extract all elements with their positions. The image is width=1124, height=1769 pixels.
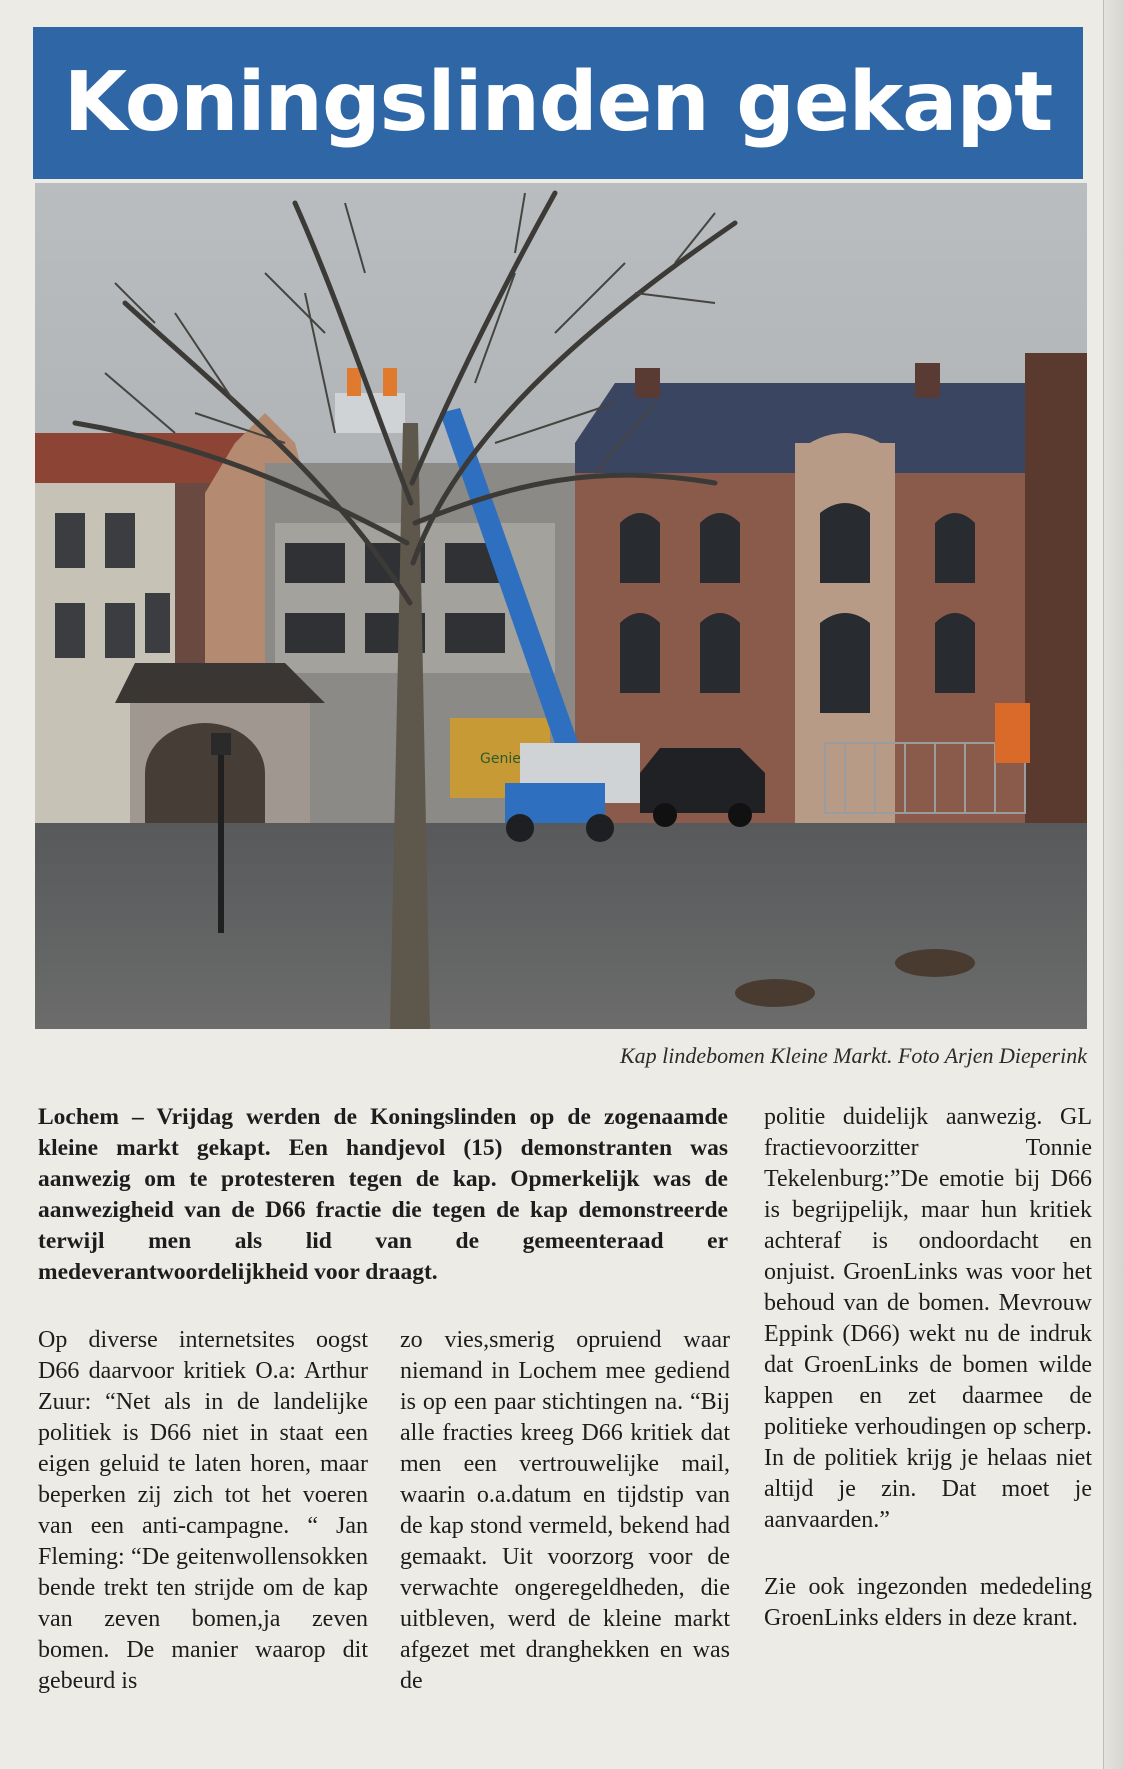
article-photo xyxy=(35,183,1087,1029)
body-column-3-text: politie duidelijk aanwezig. GL fractievoorzitter Tonnie Tekelenburg:”De emotie bij D66 is begrijpelijk, maar hun kritiek achteraf is ondoordacht en onjuist. GroenLinks was voor het behoud van de bomen. Mevrouw Eppink (D66) wekt nu de indruk dat GroenLinks de bomen wilde kappen en zet daarmee de politieke verhoudingen op scherp. In de politiek krijg je helaas niet altijd je zin. Dat moet je aanvaarden.” xyxy=(764,1104,1092,1533)
van-logo-text: Genie xyxy=(480,751,521,767)
photo-market-tree-felling xyxy=(35,183,1087,1029)
related-note: Zie ook ingezonden mededeling GroenLinks elders in deze krant. xyxy=(764,1574,1092,1631)
body-column-3 xyxy=(764,1102,1092,1634)
headline: Koningslinden gekapt xyxy=(63,55,1053,150)
lead-text: – Vrijdag werden de Koningslinden op de zogenaamde kleine markt gekapt. Een handjevol (15) demonstranten was aanwezig om te protesteren tegen de kap. Opmerkelijk was de aanwezigheid van de D66 fractie die tegen de kap demonstreerde terwijl men als lid van de gemeenteraad er medeverantwoordelijkheid voor draagt. xyxy=(38,1104,728,1285)
body-column-1: Op diverse internetsites oogst D66 daarvoor kritiek O.a: Arthur Zuur: “Net als in de landelijke politiek is D66 niet in staat een eigen geluid te laten horen, maar beperken zij zich tot het voeren van een anti-campagne. “ Jan Fleming: “De geitenwollensokken bende trekt ten strijde om de kap van zeven bomen,ja zeven bomen. De manier waarop dit gebeurd is xyxy=(38,1327,368,1694)
lead-dateline: Lochem xyxy=(38,1104,119,1130)
paper-edge xyxy=(1103,0,1124,1769)
headline-banner xyxy=(33,27,1083,179)
lead-paragraph xyxy=(38,1102,728,1288)
photo-caption: Kap lindebomen Kleine Markt. Foto Arjen Dieperink xyxy=(619,1043,1087,1068)
body-column-2: zo vies,smerig opruiend waar niemand in Lochem mee gediend is op een paar stichtingen na. “Bij alle fracties kreeg D66 kritiek dat men een vertrouwelijke mail, waarin o.a.datum en tijdstip van de kap stond vermeld, bekend had gemaakt. Uit voorzorg voor de verwachte ongeregeldheden, die uitbleven, werd de kleine markt afgezet met dranghekken en was de xyxy=(400,1327,730,1694)
